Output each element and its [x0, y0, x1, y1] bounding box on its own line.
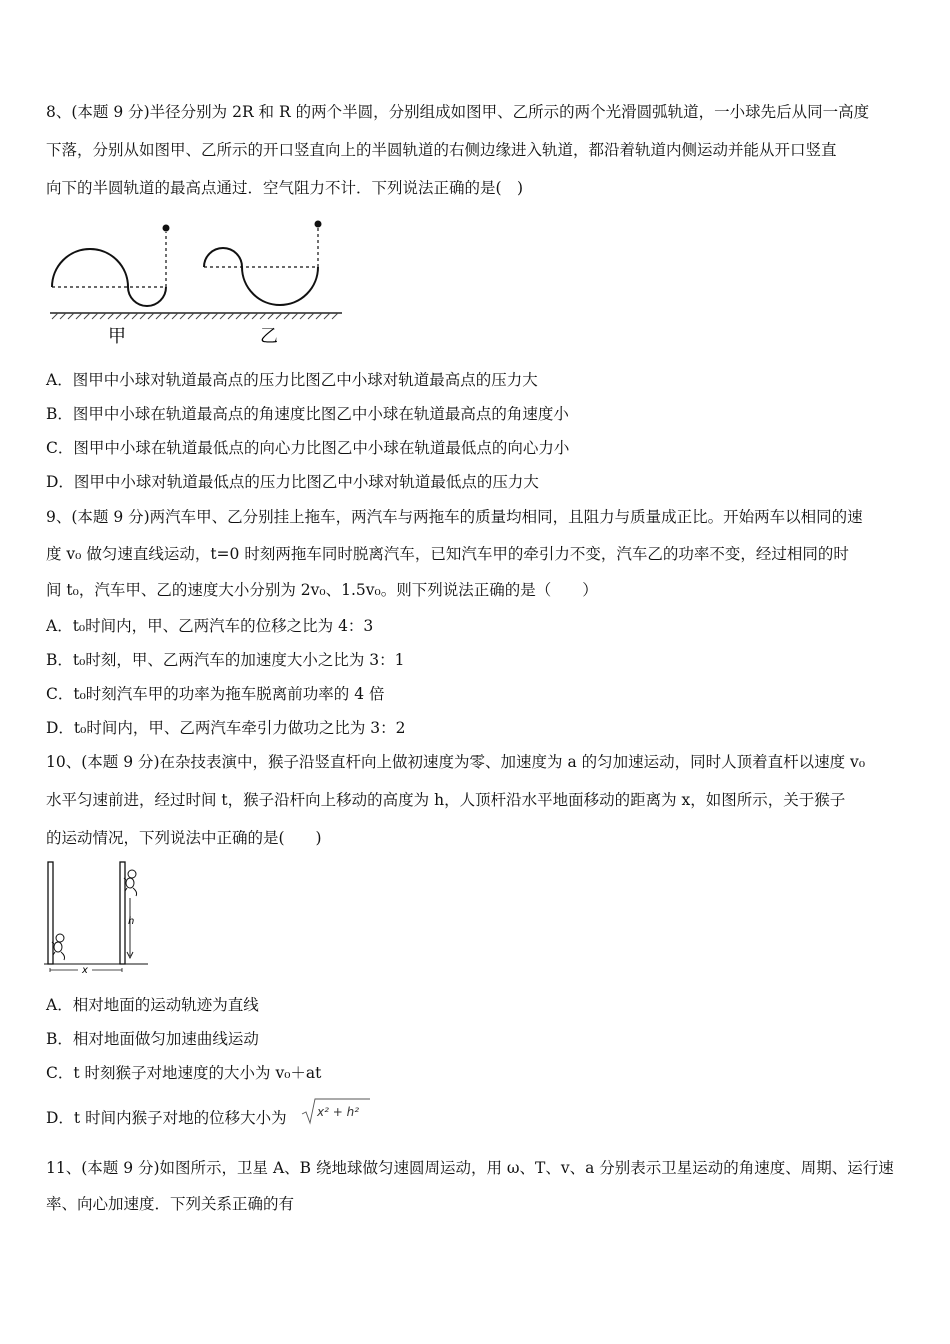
- q10-option-c: C．t 时刻猴子对地速度的大小为 v₀＋at: [46, 1064, 322, 1082]
- pole-start: [48, 862, 53, 964]
- q9-line-1: 9、(本题 9 分)两汽车甲、乙分别挂上拖车，两汽车与两拖车的质量均相同，且阻力与质量成正比。开始两车以相同的速: [46, 508, 863, 526]
- label-jia: 甲: [108, 326, 126, 347]
- sqrt-radicand: x² + h²: [317, 1105, 360, 1119]
- q10-option-d: D．t 时间内猴子对地的位移大小为: [46, 1109, 287, 1127]
- q10-figure-monkey-pole: [44, 858, 156, 978]
- ground-hatching: [52, 313, 338, 319]
- yi-upper-semicircle: [204, 248, 242, 267]
- sqrt-formula: [300, 1096, 372, 1126]
- q9-option-d: D．t₀时间内，甲、乙两汽车牵引力做功之比为 3：2: [46, 719, 406, 737]
- monkey-start-icon: [52, 934, 65, 960]
- q8-line-1: 8、(本题 9 分)半径分别为 2R 和 R 的两个半圆，分别组成如图甲、乙所示的两个光滑圆弧轨道，一小球先后从同一高度: [46, 103, 870, 121]
- q8-figure-tracks: [46, 210, 346, 352]
- q8-option-a: A．图甲中小球对轨道最高点的压力比图乙中小球对轨道最高点的压力大: [46, 371, 538, 389]
- q10-option-a: A．相对地面的运动轨迹为直线: [46, 996, 259, 1014]
- jia-upper-semicircle: [52, 249, 128, 287]
- q9-option-a: A．t₀时间内，甲、乙两汽车的位移之比为 4：3: [46, 617, 374, 635]
- label-yi: 乙: [260, 326, 278, 347]
- q8-line-3: 向下的半圆轨道的最高点通过．空气阻力不计．下列说法正确的是( ): [46, 179, 524, 197]
- jia-ball: [163, 225, 170, 232]
- yi-ball: [315, 221, 322, 228]
- q10-line-2: 水平匀速前进，经过时间 t，猴子沿杆向上移动的高度为 h，人顶杆沿水平地面移动的距离为 x，如图所示，关于猴子: [46, 791, 846, 809]
- q10-line-1: 10、(本题 9 分)在杂技表演中，猴子沿竖直杆向上做初速度为零、加速度为 a 的匀加速运动，同时人顶着直杆以速度 v₀: [46, 753, 866, 771]
- label-h: h: [128, 916, 135, 927]
- q11-line-1: 11、(本题 9 分)如图所示，卫星 A、B 绕地球做匀速圆周运动，用 ω、T、v、a 分别表示卫星运动的角速度、周期、运行速: [46, 1159, 894, 1177]
- pole-end: [120, 862, 125, 964]
- q10-option-b: B．相对地面做匀加速曲线运动: [46, 1030, 259, 1048]
- jia-lower-semicircle: [128, 287, 166, 306]
- q9-line-2: 度 v₀ 做匀速直线运动，t=0 时刻两拖车同时脱离汽车，已知汽车甲的牵引力不变，汽车乙的功率不变，经过相同的时: [46, 545, 849, 563]
- q11-line-2: 率、向心加速度．下列关系正确的有: [46, 1195, 295, 1213]
- q9-option-c: C．t₀时刻汽车甲的功率为拖车脱离前功率的 4 倍: [46, 685, 385, 703]
- q8-option-c: C．图甲中小球在轨道最低点的向心力比图乙中小球在轨道最低点的向心力小: [46, 439, 570, 457]
- q8-option-d: D．图甲中小球对轨道最低点的压力比图乙中小球对轨道最低点的压力大: [46, 473, 539, 491]
- q10-line-3: 的运动情况，下列说法中正确的是( ): [46, 829, 322, 847]
- monkey-end-icon: [124, 870, 137, 896]
- yi-lower-semicircle: [242, 267, 318, 305]
- q8-option-b: B．图甲中小球在轨道最高点的角速度比图乙中小球在轨道最高点的角速度小: [46, 405, 569, 423]
- label-x: x: [82, 965, 88, 976]
- q8-line-2: 下落，分别从如图甲、乙所示的开口竖直向上的半圆轨道的右侧边缘进入轨道，都沿着轨道内侧运动并能从开口竖直: [46, 141, 837, 159]
- q9-option-b: B．t₀时刻，甲、乙两汽车的加速度大小之比为 3：1: [46, 651, 405, 669]
- q9-line-3: 间 t₀，汽车甲、乙的速度大小分别为 2v₀、1.5v₀。则下列说法正确的是（ ）: [46, 581, 598, 599]
